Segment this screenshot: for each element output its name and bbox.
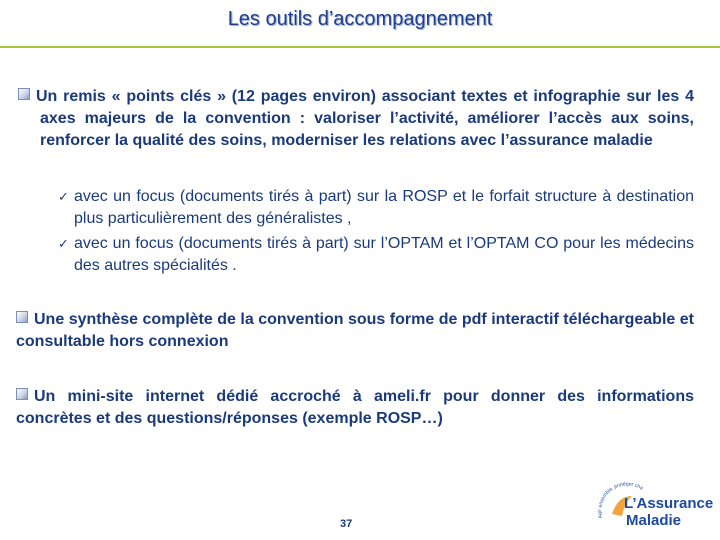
logo-line1: L’Assurance	[624, 495, 714, 512]
bullet-item	[16, 386, 694, 430]
sub-bullet-item	[58, 233, 694, 277]
bullet-text: Une synthèse complète de la convention sous forme de pdf interactif téléchargeable et consultable hors connexion	[16, 311, 694, 350]
page-title: Les outils d’accompagnement	[227, 8, 493, 30]
bullet-item	[16, 309, 694, 353]
checkmark-icon: ✓	[58, 189, 69, 204]
logo-arc-text: Agir ensemble, protéger cha	[597, 481, 644, 519]
sub-bullet-item	[58, 186, 694, 230]
bullet-text: Un mini-site internet dédié accroché à ameli.fr pour donner des informations concrètes et des questions/réponses (exemple ROSP…)	[16, 388, 694, 427]
checkbox-bullet-icon	[18, 88, 30, 100]
checkmark-icon: ✓	[58, 236, 69, 251]
title-divider	[0, 46, 720, 48]
bullet-item	[18, 86, 694, 152]
checkbox-bullet-icon	[16, 388, 28, 400]
assurance-maladie-logo	[594, 478, 716, 538]
logo-line2: Maladie	[626, 512, 682, 529]
checkbox-bullet-icon	[16, 311, 28, 323]
page-number: 37	[340, 518, 353, 530]
sub-bullet-text: avec un focus (documents tirés à part) sur l’OPTAM et l’OPTAM CO pour les médecins des autres spécialités .	[74, 235, 694, 274]
bullet-text: Un remis « points clés » (12 pages environ) associant textes et infographie sur les 4 axes majeurs de la convention : valoriser l’activité, améliorer l’accès aux soins, renforcer la qualité des soins, moderniser les relations avec l’assurance maladie	[36, 88, 694, 149]
sub-bullet-text: avec un focus (documents tirés à part) sur la ROSP et le forfait structure à destination plus particulièrement des généralistes ,	[74, 188, 694, 227]
